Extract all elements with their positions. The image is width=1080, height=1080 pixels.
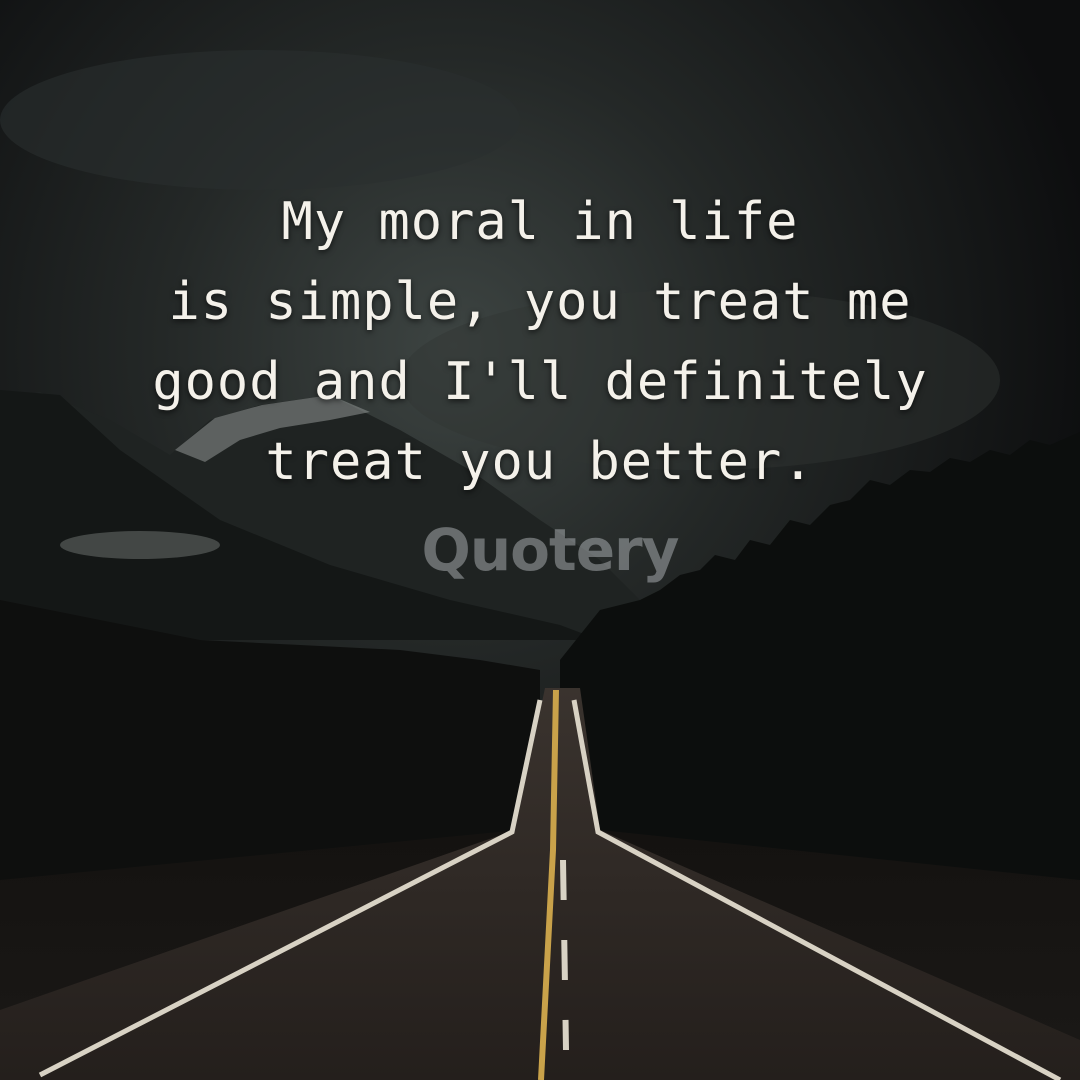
quote-line: treat you better. bbox=[265, 432, 815, 492]
quote-line: is simple, you treat me bbox=[168, 272, 912, 332]
quote-line: My moral in life bbox=[281, 192, 799, 252]
quote-text bbox=[40, 182, 1040, 502]
cloud bbox=[0, 50, 520, 190]
mist bbox=[60, 531, 220, 559]
quotery-watermark: Quotery bbox=[421, 516, 679, 584]
quote-line: good and I'll definitely bbox=[152, 352, 928, 412]
lane-center-dash bbox=[563, 860, 566, 1050]
